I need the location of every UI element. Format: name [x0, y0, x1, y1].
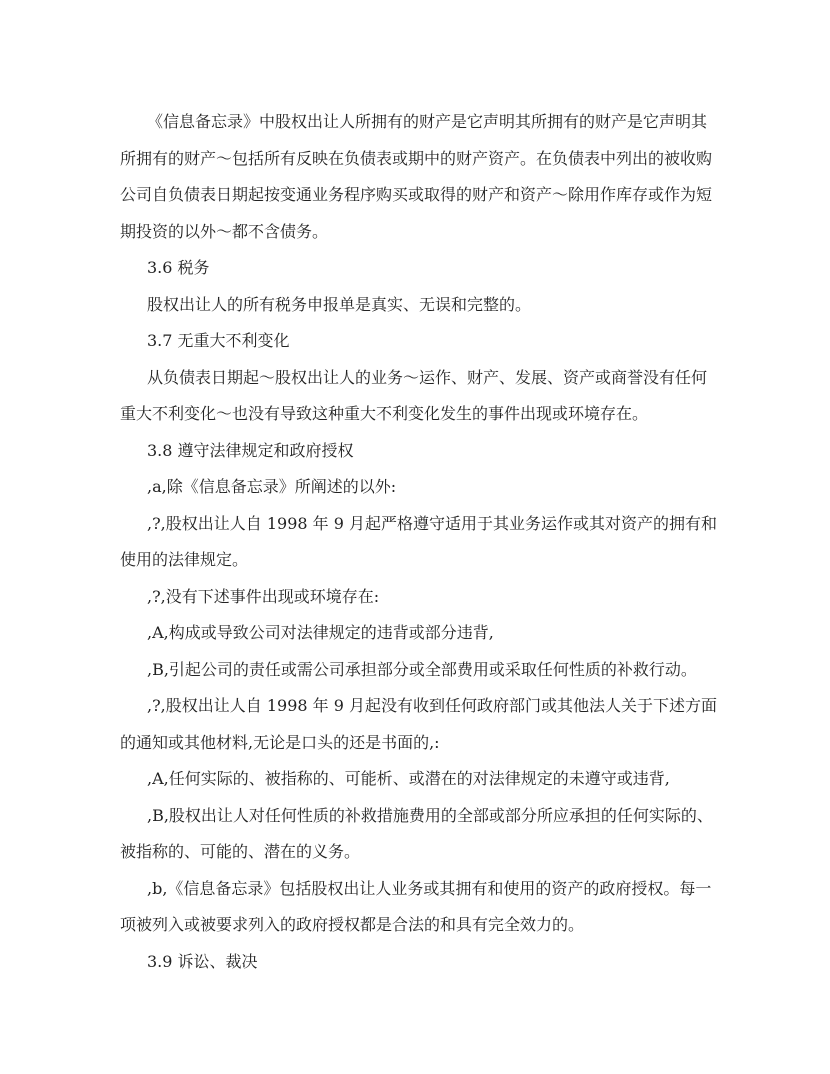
heading-3-8: 3.8 遵守法律规定和政府授权	[147, 440, 354, 460]
paragraph-item-ii: ,?,没有下述事件出现或环境存在:	[147, 586, 380, 606]
paragraph-item-iii-a: ,A,任何实际的、被指称的、可能析、或潜在的对法律规定的未遵守或违背,	[147, 769, 670, 788]
paragraph-item-ii-a: ,A,构成或导致公司对法律规定的违背或部分违背,	[147, 623, 494, 642]
paragraph-item-b: ,b,《信息备忘录》包括股权出让人业务或其拥有和使用的资产的政府授权。每一项被列入或被要求列入的政府授权都是合法的和具有完全效力的。	[120, 878, 712, 934]
paragraph-no-adverse-change: 从负债表日期起～股权出让人的业务～运作、财产、发展、资产或商誉没有任何重大不利变化～也没有导致这种重大不利变化发生的事件出现或环境存在。	[120, 367, 708, 423]
paragraph-item-iii: ,?,股权出让人自 1998 年 9 月起没有收到任何政府部门或其他法人关于下述方面的通知或其他材料,无论是口头的还是书面的,:	[120, 696, 717, 752]
paragraph-item-a: ,a,除《信息备忘录》所阐述的以外:	[147, 477, 397, 496]
heading-3-7: 3.7 无重大不利变化	[147, 331, 290, 350]
paragraph-item-iii-b: ,B,股权出让人对任何性质的补救措施费用的全部或部分所应承担的任何实际的、被指称的、可能的、潜在的义务。	[120, 805, 713, 861]
paragraph-assets: 《信息备忘录》中股权出让人所拥有的财产是它声明其所拥有的财产是它声明其所拥有的财产～包括所有反映在负债表或期中的财产资产。在负债表中列出的被收购公司自负债表日期起按变通业务程序购买或取得的财产和资产～除用作库存或作为短期投资的以外～都不含债务。	[120, 112, 713, 241]
heading-3-9: 3.9 诉讼、裁决	[147, 951, 258, 971]
paragraph-item-i: ,?,股权出让人自 1998 年 9 月起严格遵守适用于其业务运作或其对资产的拥有和使用的法律规定。	[120, 513, 717, 569]
paragraph-item-ii-b: ,B,引起公司的责任或需公司承担部分或全部费用或采取任何性质的补救行动。	[147, 659, 697, 679]
heading-3-6: 3.6 税务	[147, 258, 210, 277]
paragraph-tax: 股权出让人的所有税务申报单是真实、无误和完整的。	[147, 294, 532, 314]
document-body	[120, 104, 720, 980]
